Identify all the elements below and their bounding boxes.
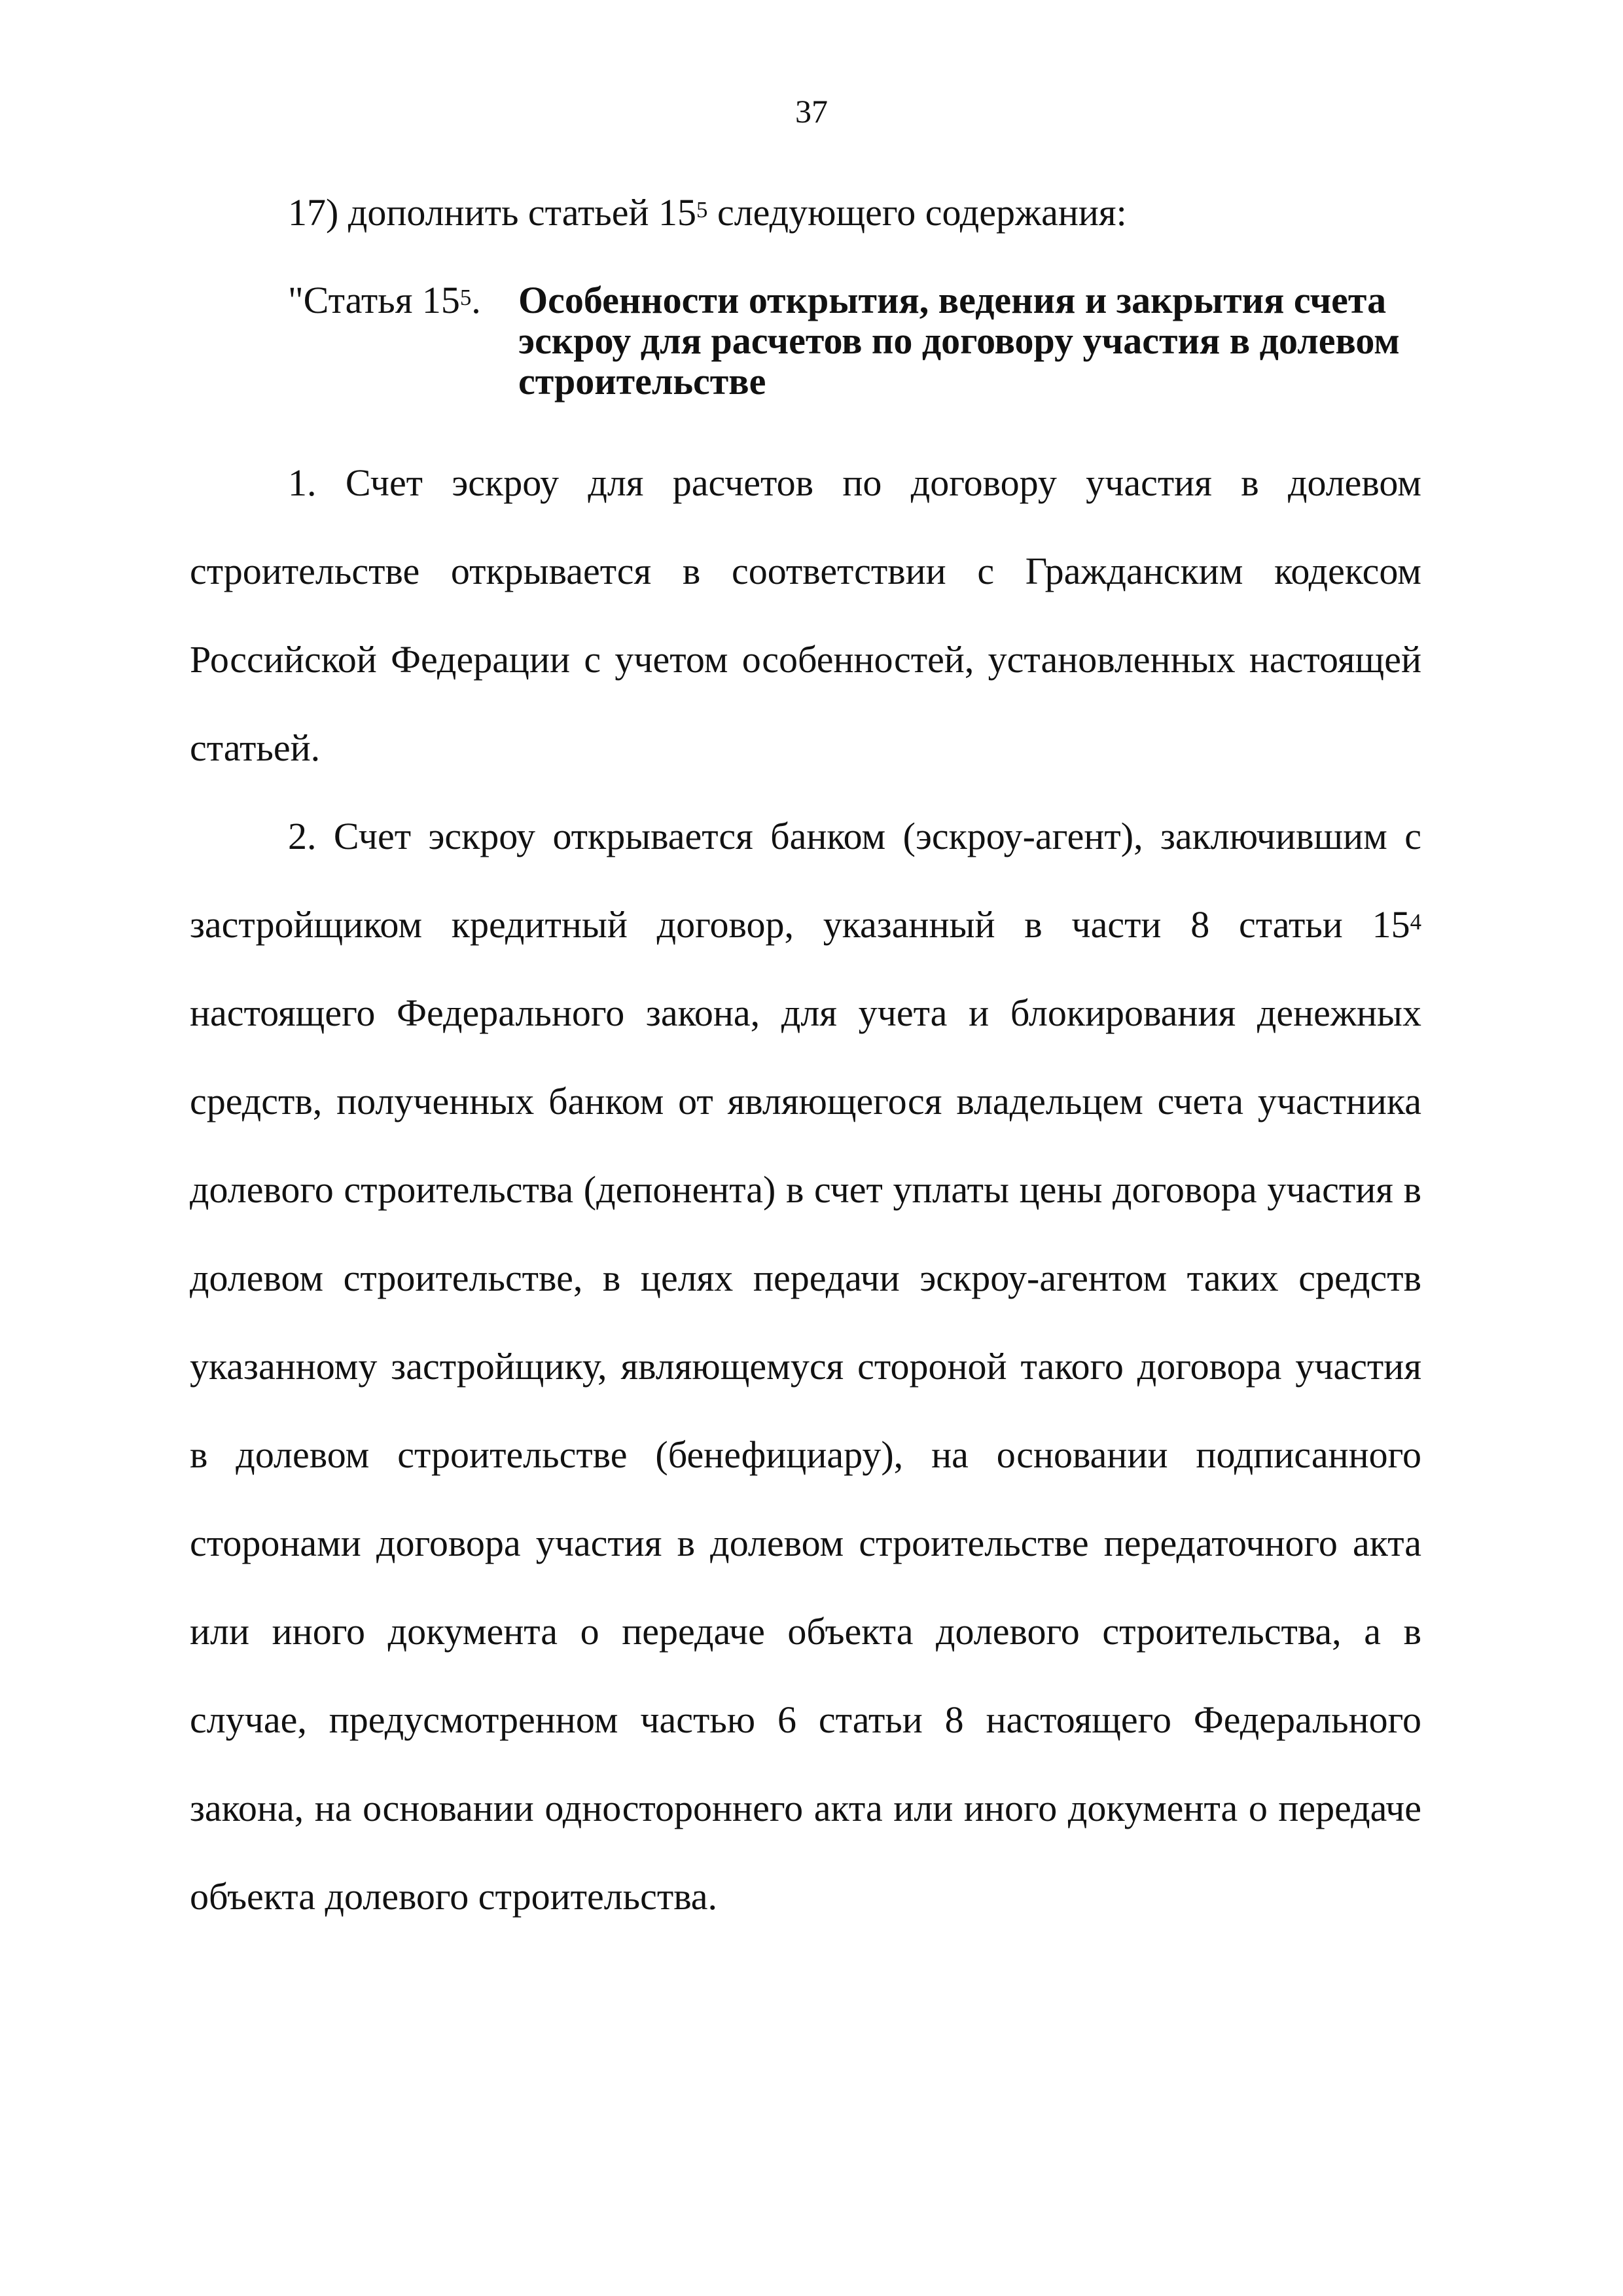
article-label	[288, 280, 481, 321]
paragraph-2-text-after: настоящего Федерального закона, для учета и блокирования денежных средств, полученных банком от являющегося владельцем счета участника долевого строительства (депонента) в счет уплаты цены договора участия в долевом строительстве, в целях передачи эскроу-агентом таких средств указанному застройщику, являющемуся стороной такого договора участия в долевом строительстве (бенефициару), на основании подписанного сторонами договора участия в долевом строительстве передаточного акта или иного документа о передаче объекта долевого строительства, а в случае, предусмотренном частью 6 статьи 8 настоящего Федерального закона, на основании одностороннего акта или иного документа о передаче объекта долевого строительства.	[190, 992, 1421, 1918]
page-number: 37	[795, 93, 828, 130]
article-label-suffix: .	[471, 279, 481, 321]
paragraph-2-superscript: 4	[1410, 908, 1421, 935]
intro-text-before: 17) дополнить статьей 15	[288, 191, 697, 234]
article-label-superscript: 5	[459, 284, 472, 310]
paragraph-2-text-before: 2. Счет эскроу открывается банком (эскроу-агент), заключившим с застройщиком кредитный договор, указанный в части 8 статьи 15	[190, 815, 1421, 946]
intro-superscript: 5	[696, 196, 708, 223]
intro-text-after: следующего содержания:	[707, 191, 1127, 234]
amendment-intro	[288, 190, 1127, 236]
paragraph-2	[190, 792, 1421, 1941]
article-label-prefix: "Статья 15	[288, 279, 460, 321]
paragraph-1: 1. Счет эскроу для расчетов по договору участия в долевом строительстве открывается в соответствии с Гражданским кодексом Российской Федерации с учетом особенностей, установленных настоящей статьей.	[190, 461, 1421, 769]
article-title: Особенности открытия, ведения и закрытия счета эскроу для расчетов по договору участия в долевом строительстве	[518, 279, 1400, 403]
